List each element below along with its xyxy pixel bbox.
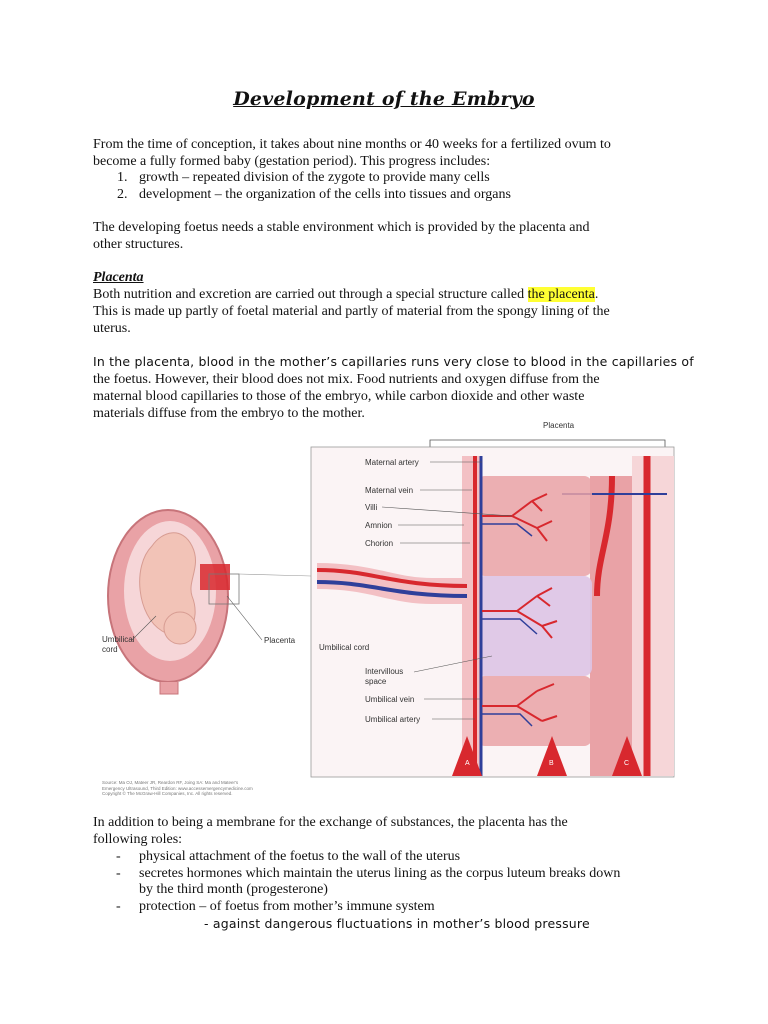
list-text: development – the organization of the cells into tissues and organs (139, 187, 511, 202)
highlighted-term: the placenta (527, 287, 595, 302)
placenta-line-1 (93, 287, 693, 304)
label-umbilical-vein: Umbilical vein (365, 695, 415, 704)
placental-lobe (477, 576, 592, 676)
roles-line-2: following roles: (93, 832, 183, 847)
label-intervillous-1: Intervillous (365, 667, 404, 676)
blood-line-1: In the placenta, blood in the mother’s capillaries runs very close to blood in the capillaries of (93, 354, 694, 369)
zoom-line (239, 574, 311, 576)
credit-line-2: Emergency Ultrasound, Third Edition: www.accessemergencymedicine.com (102, 785, 253, 791)
label-umbilical-artery: Umbilical artery (365, 715, 421, 724)
label-a: A (465, 760, 470, 767)
credit-line-1: Source: Ma OJ, Mateer JR, Reardon RF, Joing SA: Ma and Mateer's (102, 780, 239, 785)
list-dash: - (116, 866, 121, 881)
placenta-line-3: uterus. (93, 321, 131, 336)
list-number: 2. (117, 187, 128, 202)
cervix (160, 682, 178, 694)
environment-line-2: other structures. (93, 237, 184, 252)
label-maternal-vein: Maternal vein (365, 486, 414, 495)
label-amnion: Amnion (365, 521, 393, 530)
placenta-left (200, 564, 230, 590)
list-text: growth – repeated division of the zygote to provide many cells (139, 170, 490, 185)
credit-line-3: Copyright © The McGraw-Hill Companies, Inc. All rights reserved. (102, 791, 233, 796)
list-number: 1. (117, 170, 128, 185)
blood-line-3: maternal blood capillaries to those of the embryo, while carbon dioxide and other waste (93, 389, 585, 404)
blood-line-4: materials diffuse from the embryo to the mother. (93, 406, 365, 421)
list-text: secretes hormones which maintain the uterus lining as the corpus luteum breaks down (139, 866, 621, 881)
label-b: B (549, 760, 554, 767)
label-umbilical-left-2: cord (102, 645, 118, 654)
figure-credit (102, 780, 292, 797)
section-heading-placenta: Placenta (93, 270, 144, 285)
label-placenta-top: Placenta (543, 421, 575, 430)
label-villi: Villi (365, 503, 378, 512)
label-umbilical-cord-right: Umbilical cord (319, 643, 370, 652)
placenta-diagram (92, 416, 676, 806)
placenta-line-1b: . (594, 287, 599, 302)
label-intervillous-2: space (365, 677, 387, 686)
placenta-diagram-svg (92, 416, 676, 806)
intro-line-1: From the time of conception, it takes about nine months or 40 weeks for a fertilized ovum to (93, 137, 611, 152)
list-dash: - (116, 849, 121, 864)
intro-line-2: become a fully formed baby (gestation period). This progress includes: (93, 154, 491, 169)
placenta-line-2: This is made up partly of foetal material and partly of material from the spongy lining of the (93, 304, 610, 319)
chorion-band (462, 456, 482, 776)
list-subitem: - against dangerous fluctuations in mother’s blood pressure (204, 916, 590, 931)
label-chorion: Chorion (365, 539, 394, 548)
list-text: physical attachment of the foetus to the wall of the uterus (139, 849, 461, 864)
placenta-line-1a: Both nutrition and excretion are carried out through a special structure called (93, 287, 528, 302)
label-c: C (624, 760, 630, 767)
label-placenta-left: Placenta (264, 636, 296, 645)
blood-line-2: the foetus. However, their blood does not mix. Food nutrients and oxygen diffuse from the (93, 372, 600, 387)
label-umbilical-left-1: Umbilical (102, 635, 135, 644)
uterine-lining (632, 456, 674, 776)
foetus-head (164, 612, 196, 644)
list-text: by the third month (progesterone) (139, 882, 328, 897)
list-text: protection – of foetus from mother’s immune system (139, 899, 435, 914)
list-dash: - (116, 899, 121, 914)
leader-line (227, 596, 262, 640)
placental-lobe (477, 676, 592, 746)
roles-line-1: In addition to being a membrane for the exchange of substances, the placenta has the (93, 815, 568, 830)
environment-line-1: The developing foetus needs a stable environment which is provided by the placenta and (93, 220, 590, 235)
label-maternal-artery: Maternal artery (365, 458, 419, 467)
page-title: Development of the Embryo (233, 88, 535, 110)
